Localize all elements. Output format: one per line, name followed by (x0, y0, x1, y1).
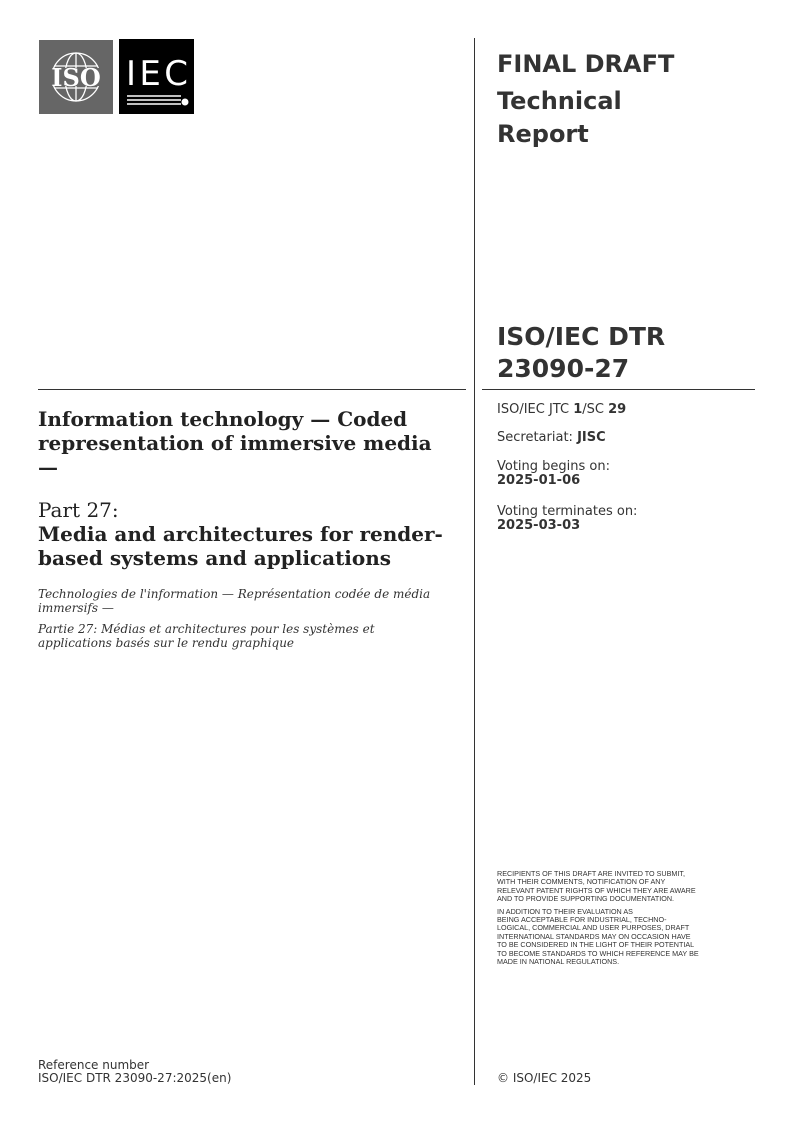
iso-logo (39, 40, 113, 114)
doc-type-line2: Report (497, 120, 589, 148)
doc-type-line1: Technical (497, 87, 622, 115)
document-title: Information technology — Coded representation of immersive media — (38, 407, 432, 479)
disclaimer-patents: RECIPIENTS OF THIS DRAFT ARE INVITED TO SUBMIT, WITH THEIR COMMENTS, NOTIFICATION OF ANY RELEVANT PATENT RIGHTS OF WHICH THEY ARE AWARE AND TO PROVIDE SUPPORTING DOCUMENTATION. (497, 869, 696, 904)
title-rule-left (38, 389, 466, 390)
draft-disclaimer (497, 870, 757, 970)
part-label: Part 27: (38, 498, 119, 522)
iec-logo (119, 39, 194, 114)
designation-line2: 23090-27 (497, 354, 630, 383)
reference-number: ISO/IEC DTR 23090-27:2025(en) (38, 1071, 232, 1085)
french-title: Technologies de l'information — Représentation codée de média immersifs — (38, 587, 431, 615)
voting-terminates: Voting terminates on: 2025-03-03 (497, 504, 638, 533)
title-rule-right (482, 389, 755, 390)
voting-begins: Voting begins on: 2025-01-06 (497, 459, 611, 488)
secretariat: Secretariat: JISC (497, 430, 606, 445)
committee: ISO/IEC JTC 1/SC 29 (497, 402, 627, 417)
reference-number-label: Reference number (38, 1058, 150, 1072)
draft-status: FINAL DRAFT (497, 50, 675, 78)
svg-text:IEC: IEC (126, 54, 188, 94)
copyright: © ISO/IEC 2025 (497, 1071, 592, 1085)
svg-text:ISO: ISO (51, 63, 101, 92)
designation-line1: ISO/IEC DTR (497, 322, 666, 351)
column-divider (474, 38, 475, 1085)
french-part-title: Partie 27: Médias et architectures pour les systèmes et applications basés sur le rendu graphique (38, 622, 375, 650)
part-title: Media and architectures for render-based systems and applications (38, 522, 443, 570)
disclaimer-evaluation: IN ADDITION TO THEIR EVALUATION AS BEING ACCEPTABLE FOR INDUSTRIAL, TECHNO- LOGICAL, COMMERCIAL AND USER PURPOSES, DRAFT INTERNATIONAL STANDARDS MAY ON OCCASION HAVE TO BE CONSIDERED IN THE LIGHT OF THEIR POTENTIAL TO BECOME STANDARDS TO WHICH REFERENCE MAY BE MADE IN NATIONAL REGULATIONS. (497, 906, 699, 967)
